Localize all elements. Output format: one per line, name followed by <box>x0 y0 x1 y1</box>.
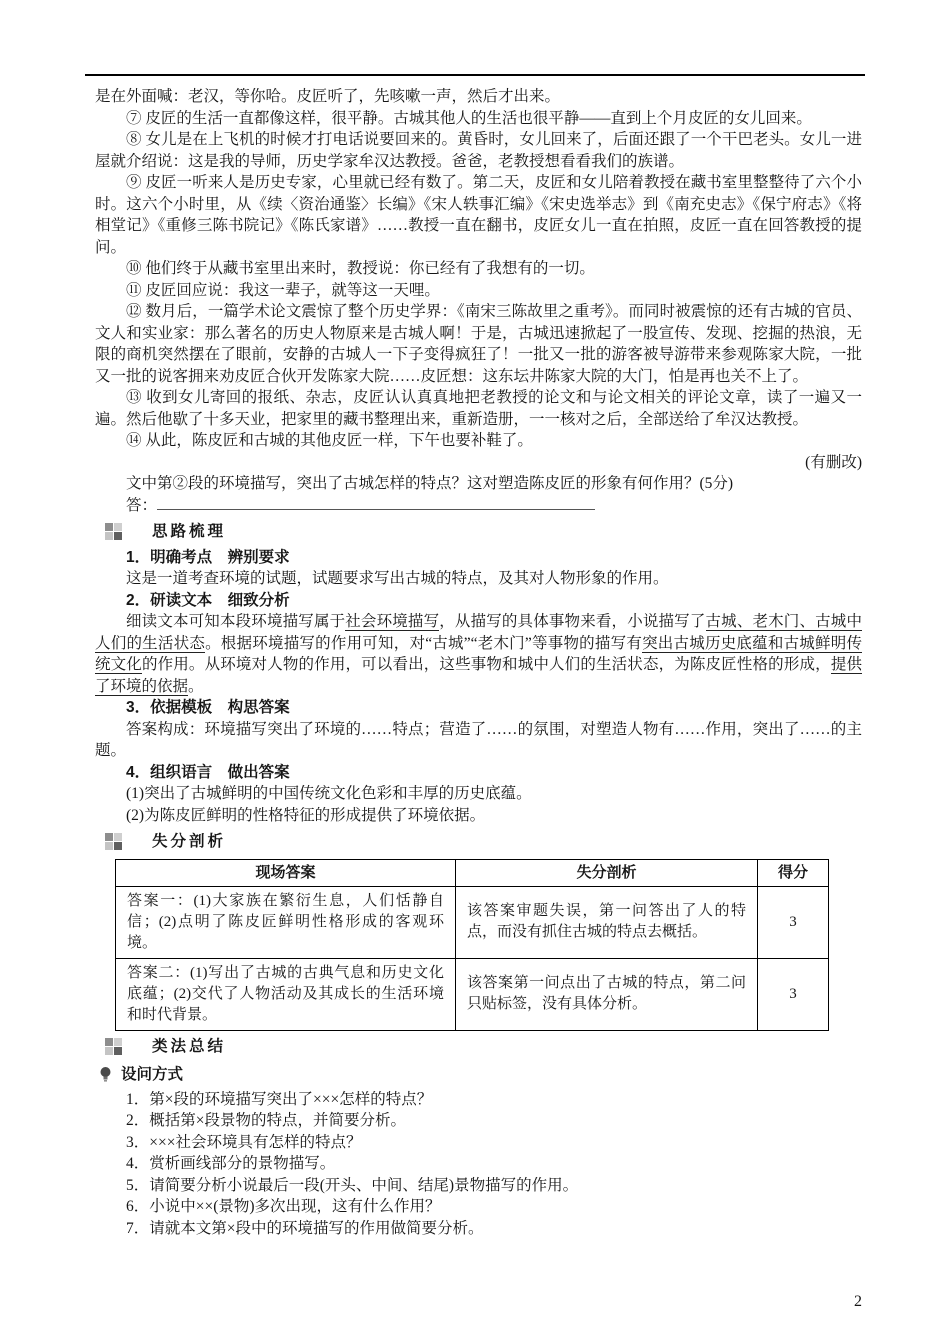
table-row <box>116 886 829 958</box>
answer-label: 答： <box>126 496 158 514</box>
prompt-title: 设问方式 <box>121 1066 184 1083</box>
table-header-score: 得分 <box>758 859 829 886</box>
analysis-underlined-phrase: 提供了环境的依据 <box>95 656 862 695</box>
error-analysis-table <box>115 859 829 1031</box>
cell-answer-2: 答案二：(1)写出了古城的古典气息和历史文化底蕴；(2)交代了人物活动及其成长的生活环境和时代背景。 <box>116 958 456 1030</box>
article-credit: (有删改) <box>805 453 862 471</box>
question-pattern-7: 7．请就本文第×段中的环境描写的作用做简要分析。 <box>126 1219 484 1237</box>
page-content <box>95 86 862 1239</box>
cell-score-1: 3 <box>758 886 829 958</box>
answer-line <box>95 495 862 517</box>
question-pattern-6: 6．小说中××(景物)多次出现，这有什么作用？ <box>126 1198 441 1215</box>
section-header-method-summary <box>105 1036 862 1058</box>
prompt-heading <box>99 1064 862 1086</box>
article-paragraph-14: ⑭ 从此，陈皮匠和古城的其他皮匠一样，下午也要补鞋了。 <box>126 432 533 449</box>
analysis-underlined-phrase: 古城、老木门、古城中人们的生活状态 <box>95 613 862 652</box>
step-2-heading: 2．研读文本 细致分析 <box>126 591 290 609</box>
cell-analysis-2: 该答案第一问点出了古城的特点，第二问只贴标签，没有具体分析。 <box>456 958 758 1030</box>
cell-answer-1: 答案一：(1)大家族在繁衍生息，人们恬静自信；(2)点明了陈皮匠鲜明性格形成的客观环境。 <box>116 886 456 958</box>
article-paragraph-10: ⑩ 他们终于从藏书室里出来时，教授说：你已经有了我想有的一切。 <box>126 260 595 277</box>
article-paragraph-9: ⑨ 皮匠一听来人是历史专家，心里就已经有数了。第二天，皮匠和女儿陪着教授在藏书室里整整待了六个小时。这六个小时里，从《续〈资治通鉴〉长编》《宋人轶事汇编》《宋史选举志》到《南充史志》《保宁府志》《将相堂记》《重修三陈书院记》《陈氏家谱》……教授一直在翻书，皮匠女儿一直在拍照，皮匠一直在回答教授的提问。 <box>95 174 862 256</box>
question-pattern-1: 1．第×段的环境描写突出了×××怎样的特点？ <box>126 1090 433 1108</box>
section-title-method-summary: 类法总结 <box>152 1037 227 1055</box>
article-paragraph-12: ⑫ 数月后，一篇学术论文震惊了整个历史学界：《南宋三陈故里之重考》。而同时被震惊的还有古城的官员、文人和实业家：那么著名的历史人物原来是古城人啊！于是，古城迅速掀起了一股宣传、发现、挖掘的热浪，无限的商机突然摆在了眼前，安静的古城人一下子变得疯狂了！一批又一批的游客被导游带来参观陈家大院，一批又一批的说客拥来劝皮匠合伙开发陈家大院……皮匠想：这东坛井陈家大院的大门，怕是再也关不上了。 <box>95 303 862 385</box>
article-paragraph-7: ⑦ 皮匠的生活一直都像这样，很平静。古城其他人的生活也很平静——直到上个月皮匠的女儿回来。 <box>126 109 812 127</box>
answer-blank <box>157 495 595 510</box>
table-header-analysis: 失分剖析 <box>456 859 758 886</box>
analysis-text: 。 <box>188 677 204 695</box>
question-pattern-2: 2．概括第×段景物的特点，并简要分析。 <box>126 1112 406 1129</box>
section-title-error-analysis: 失分剖析 <box>152 833 227 850</box>
grid-icon <box>105 833 122 850</box>
analysis-text: 。根据环境描写的作用可知，对“古城”“老木门”等事物的描写有 <box>205 634 643 652</box>
lightbulb-icon <box>99 1066 112 1083</box>
analysis-text: 细读文本可知本段环境描写属于 <box>126 613 346 630</box>
model-answer-2: (2)为陈皮匠鲜明的性格特征的形成提供了环境依据。 <box>126 806 486 824</box>
section-header-thinking <box>105 521 862 543</box>
article-paragraph-11: ⑪ 皮匠回应说：我这一辈子，就等这一天哩。 <box>126 281 440 299</box>
page-number: 2 <box>854 1292 862 1310</box>
model-answer-1: (1)突出了古城鲜明的中国传统文化色彩和丰厚的历史底蕴。 <box>126 785 532 802</box>
step-2-body <box>95 611 862 697</box>
header-rule <box>85 74 865 76</box>
question-pattern-4: 4．赏析画线部分的景物描写。 <box>126 1155 336 1172</box>
grid-icon <box>105 523 122 540</box>
question-pattern-5: 5．请简要分析小说最后一段(开头、中间、结尾)景物描写的作用。 <box>126 1176 579 1194</box>
table-header-row <box>116 859 829 886</box>
analysis-text: ，从描写的具体事物来看，小说描写了 <box>439 613 706 630</box>
analysis-underlined-phrase: 突出古城历史底蕴和古城鲜明传统文化 <box>95 634 862 673</box>
article-paragraph-13: ⑬ 收到女儿寄回的报纸、杂志，皮匠认认真真地把老教授的论文和与论文相关的评论文章，读了一遍又一遍。然后他歇了十多天业，把家里的藏书整理出来，重新造册，一一核对之后，全部送给了牟汉达教授。 <box>95 389 862 428</box>
article-paragraph-continued: 是在外面喊：老汉，等你哈。皮匠听了，先咳嗽一声，然后才出来。 <box>95 88 561 105</box>
section-title-thinking: 思路梳理 <box>152 523 227 540</box>
article-paragraph-8: ⑧ 女儿是在上飞机的时候才打电话说要回来的。黄昏时，女儿回来了，后面还跟了一个干巴老头。女儿一进屋就介绍说：这是我的导师，历史学家牟汉达教授。爸爸，老教授想看看我们的族谱。 <box>95 131 862 170</box>
analysis-underlined-phrase: 社会环境描写 <box>345 613 440 630</box>
analysis-text: 的作用。从环境对人物的作用，可以看出，这些事物和城中人们的生活状态，为陈皮匠性格的形成， <box>141 656 831 673</box>
step-4-heading: 4．组织语言 做出答案 <box>126 763 290 781</box>
grid-icon <box>105 1038 122 1055</box>
exam-question: 文中第②段的环境描写，突出了古城怎样的特点？这对塑造陈皮匠的形象有何作用？(5分) <box>126 475 734 492</box>
question-pattern-3: 3．×××社会环境具有怎样的特点？ <box>126 1133 362 1151</box>
step-3-heading: 3．依据模板 构思答案 <box>126 699 290 716</box>
step-1-heading: 1．明确考点 辨别要求 <box>126 548 290 566</box>
step-1-body: 这是一道考查环境的试题，试题要求写出古城的特点，及其对人物形象的作用。 <box>126 570 669 587</box>
step-3-body: 答案构成：环境描写突出了环境的……特点；营造了……的氛围，对塑造人物有……作用，突出了……的主题。 <box>95 720 862 759</box>
table-header-onsite-answer: 现场答案 <box>116 859 456 886</box>
cell-analysis-1: 该答案审题失误，第一问答出了人的特点，而没有抓住古城的特点去概括。 <box>456 886 758 958</box>
table-row <box>116 958 829 1030</box>
cell-score-2: 3 <box>758 958 829 1030</box>
section-header-error-analysis <box>105 831 862 853</box>
